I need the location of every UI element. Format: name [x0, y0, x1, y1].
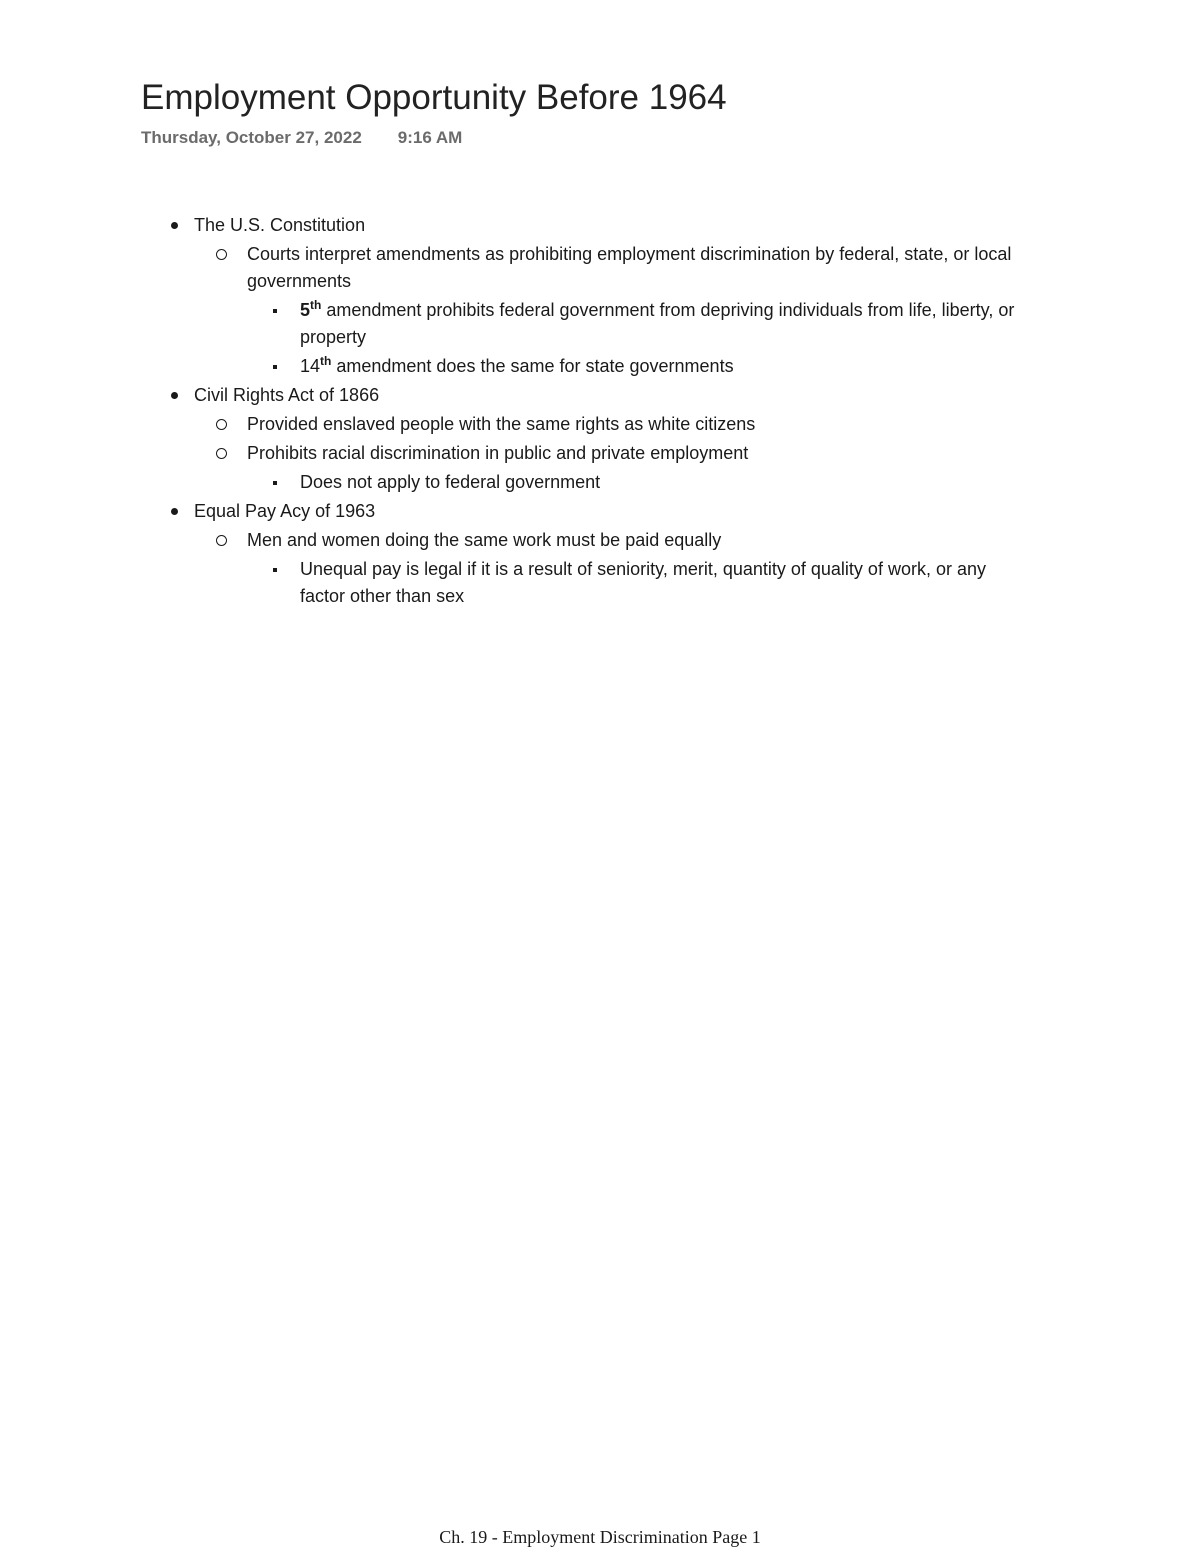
page-time: 9:16 AM: [397, 128, 463, 147]
ordinal-number: 5: [300, 300, 311, 320]
circle-bullet-icon: [212, 527, 230, 554]
list-item: [0, 297, 1030, 351]
ordinal-suffix: th: [310, 298, 322, 312]
list-item-body: amendment prohibits federal government from depriving individuals from life, liberty, or property: [300, 300, 1015, 347]
page-footer: Ch. 19 - Employment Discrimination Page 1: [439, 1527, 761, 1547]
page-title: Employment Opportunity Before 1964: [141, 78, 727, 117]
list-item: [0, 498, 1200, 525]
list-item-body: amendment does the same for state governments: [331, 356, 734, 376]
list-item-text: [300, 353, 1030, 380]
list-item: [0, 241, 1067, 295]
list-item: [0, 556, 1030, 610]
list-item-text: Prohibits racial discrimination in public and private employment: [247, 443, 749, 463]
bullet-icon: [168, 382, 180, 409]
list-item: [0, 440, 1067, 467]
square-bullet-icon: [270, 556, 280, 583]
ordinal-number: 14: [300, 356, 321, 376]
page-date: Thursday, October 27, 2022: [141, 128, 362, 147]
notes-outline: [0, 212, 1200, 612]
bullet-icon: [168, 498, 180, 525]
list-item: [0, 469, 1030, 496]
list-item-text: Courts interpret amendments as prohibiting employment discrimination by federal, state, or local governments: [247, 244, 1012, 291]
list-item: [0, 382, 1200, 409]
list-item: [0, 411, 1067, 438]
list-item-text: Civil Rights Act of 1866: [194, 385, 380, 405]
page-timestamp: [141, 126, 462, 150]
list-item-text: Does not apply to federal government: [300, 472, 601, 492]
list-item: [0, 353, 1030, 380]
list-item-text: Men and women doing the same work must be paid equally: [247, 530, 722, 550]
list-item-text: [300, 297, 1030, 351]
bullet-icon: [168, 212, 180, 239]
list-item: [0, 212, 1200, 239]
list-item-text: Unequal pay is legal if it is a result of seniority, merit, quantity of quality of work, or any factor other than sex: [300, 559, 986, 606]
circle-bullet-icon: [212, 241, 230, 268]
square-bullet-icon: [270, 297, 280, 324]
list-item-text: Equal Pay Acy of 1963: [194, 501, 376, 521]
square-bullet-icon: [270, 469, 280, 496]
list-item: [0, 527, 1067, 554]
circle-bullet-icon: [212, 440, 230, 467]
square-bullet-icon: [270, 353, 280, 380]
circle-bullet-icon: [212, 411, 230, 438]
list-item-text: Provided enslaved people with the same rights as white citizens: [247, 414, 756, 434]
ordinal-suffix: th: [320, 354, 332, 368]
list-item-text: The U.S. Constitution: [194, 215, 366, 235]
